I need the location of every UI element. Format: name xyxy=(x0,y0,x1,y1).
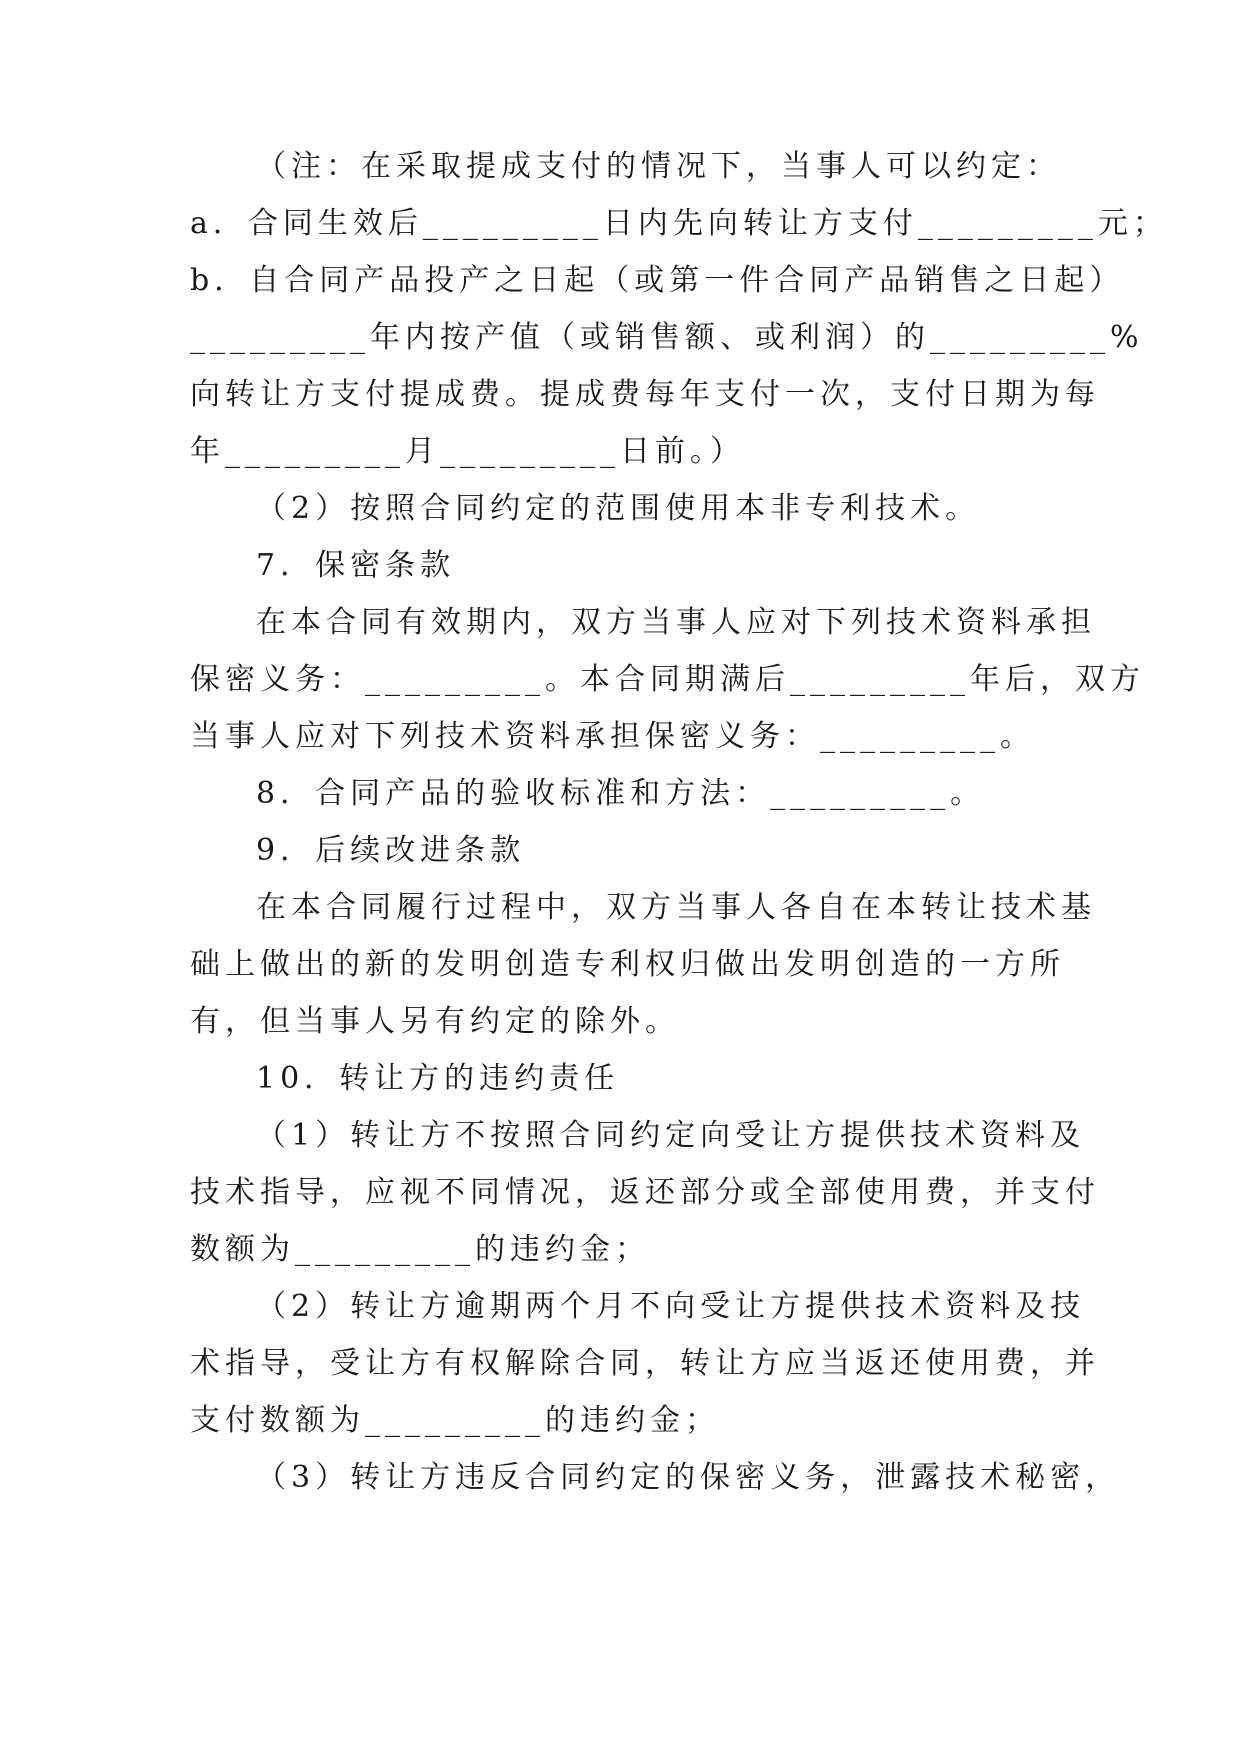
clause-a-line: a．合同生效后_________日内先向转让方支付_________元； xyxy=(190,206,1168,241)
usage-scope-line: （2）按照合同约定的范围使用本非专利技术。 xyxy=(256,491,981,526)
confidentiality-heading: 7．保密条款 xyxy=(256,548,456,583)
improvement-text-line-3: 有，但当事人另有约定的除外。 xyxy=(190,1004,680,1039)
payment-date-line: 年_________月_________日前。） xyxy=(190,434,745,469)
transferor-liability-heading: 10．转让方的违约责任 xyxy=(256,1061,620,1096)
royalty-payment-line: 向转让方支付提成费。提成费每年支付一次，支付日期为每 xyxy=(190,377,1100,412)
confidentiality-text-line-2: 保密义务：_________。本合同期满后_________年后，双方 xyxy=(190,662,1145,697)
improvement-text-line-2: 础上做出的新的发明创造专利权归做出发明创造的一方所 xyxy=(190,947,1065,982)
liability-item-1-line-3: 数额为_________的违约金； xyxy=(190,1232,650,1267)
acceptance-standard-line: 8．合同产品的验收标准和方法：_________。 xyxy=(256,776,986,811)
liability-item-2-line-1: （2）转让方逾期两个月不向受让方提供技术资料及技 xyxy=(256,1289,1086,1324)
liability-item-1-line-2: 技术指导，应视不同情况，返还部分或全部使用费，并支付 xyxy=(190,1175,1100,1210)
royalty-rate-line: _________年内按产值（或销售额、或利润）的_________% xyxy=(190,320,1144,355)
liability-item-3-line-1: （3）转让方违反合同约定的保密义务，泄露技术秘密， xyxy=(256,1460,1121,1495)
confidentiality-text-line-1: 在本合同有效期内，双方当事人应对下列技术资料承担 xyxy=(256,605,1096,640)
liability-item-2-line-2: 术指导，受让方有权解除合同，转让方应当返还使用费，并 xyxy=(190,1346,1100,1381)
liability-item-2-line-3: 支付数额为_________的违约金； xyxy=(190,1403,720,1438)
confidentiality-text-line-3: 当事人应对下列技术资料承担保密义务：_________。 xyxy=(190,719,1035,754)
liability-item-1-line-1: （1）转让方不按照合同约定向受让方提供技术资料及 xyxy=(256,1118,1086,1153)
improvement-heading: 9．后续改进条款 xyxy=(256,833,526,868)
note-intro-line: （注：在采取提成支付的情况下，当事人可以约定： xyxy=(256,149,1061,184)
clause-b-line: b．自合同产品投产之日起（或第一件合同产品销售之日起） xyxy=(190,263,1125,298)
improvement-text-line-1: 在本合同履行过程中，双方当事人各自在本转让技术基 xyxy=(256,890,1096,925)
